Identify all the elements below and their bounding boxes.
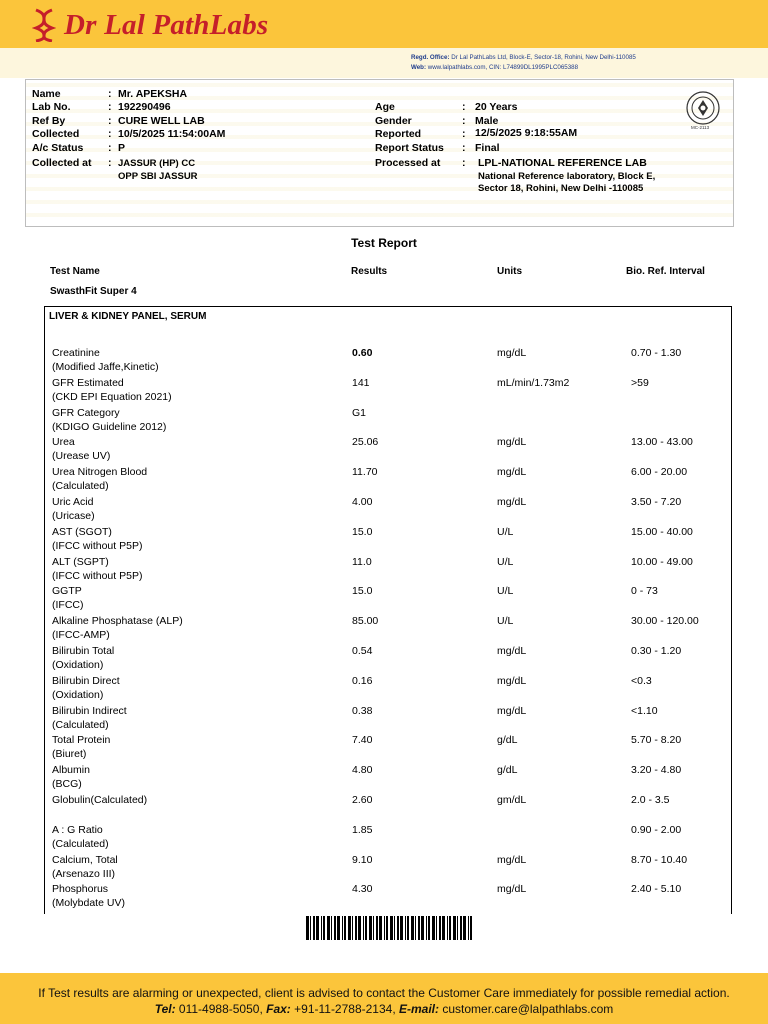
package-name: SwasthFit Super 4 bbox=[50, 286, 137, 297]
test-method: (Molybdate UV) bbox=[52, 897, 125, 910]
barcode-icon bbox=[306, 916, 474, 940]
refby-label: Ref By bbox=[32, 115, 66, 127]
email-label: E-mail: bbox=[399, 1002, 440, 1016]
gender-value: Male bbox=[475, 115, 499, 127]
web-label: Web: bbox=[411, 64, 427, 71]
test-unit: mg/dL bbox=[497, 466, 527, 479]
tel-label: Tel: bbox=[154, 1002, 176, 1016]
test-name: ALT (SGPT) bbox=[52, 555, 109, 568]
test-result: 2.60 bbox=[352, 794, 373, 806]
accreditation-seal-icon bbox=[686, 91, 720, 125]
processedat-label: Processed at bbox=[375, 157, 441, 169]
test-ref-interval: 3.20 - 4.80 bbox=[631, 764, 682, 777]
test-ref-interval: >59 bbox=[631, 376, 649, 389]
fax-label: Fax: bbox=[266, 1002, 291, 1016]
collectedat-value-line1: JASSUR (HP) CC bbox=[118, 158, 196, 169]
test-name: Globulin(Calculated) bbox=[52, 794, 148, 806]
test-method: (Arsenazo III) bbox=[52, 867, 116, 880]
test-result: 0.38 bbox=[352, 704, 373, 717]
test-name: GFR Estimated bbox=[52, 376, 124, 389]
collected-label: Collected bbox=[32, 128, 80, 140]
test-method: (IFCC-AMP) bbox=[52, 629, 110, 642]
collectedat-label: Collected at bbox=[32, 157, 92, 169]
test-unit: g/dL bbox=[497, 764, 518, 777]
test-name: Uric Acid bbox=[52, 496, 94, 508]
test-ref-interval: <1.10 bbox=[631, 704, 658, 717]
test-unit: mL/min/1.73m2 bbox=[497, 376, 570, 389]
panel-title: LIVER & KIDNEY PANEL, SERUM bbox=[49, 311, 207, 322]
test-method: (Urease UV) bbox=[52, 450, 111, 463]
test-name: Albumin bbox=[52, 764, 90, 777]
test-name: Creatinine bbox=[52, 347, 100, 359]
email-value[interactable]: customer.care@lalpathlabs.com bbox=[439, 1002, 614, 1016]
test-result: 15.0 bbox=[352, 525, 373, 538]
collectedat-value-line2: OPP SBI JASSUR bbox=[118, 171, 198, 182]
gender-label: Gender bbox=[375, 115, 412, 127]
test-result: 4.80 bbox=[352, 764, 373, 777]
table-row bbox=[0, 645, 768, 675]
test-unit: mg/dL bbox=[497, 704, 527, 717]
test-ref-interval: 0.90 - 2.00 bbox=[631, 823, 682, 836]
table-row bbox=[0, 585, 768, 615]
test-ref-interval: 0.70 - 1.30 bbox=[631, 347, 682, 359]
seal-caption: MC-2113 bbox=[691, 125, 710, 130]
acstatus-label: A/c Status bbox=[32, 142, 84, 154]
test-name: Total Protein bbox=[52, 734, 111, 747]
test-ref-interval: <0.3 bbox=[631, 674, 652, 687]
test-result: 141 bbox=[352, 376, 370, 389]
table-row bbox=[0, 705, 768, 735]
name-value: Mr. APEKSHA bbox=[118, 88, 188, 100]
col-units: Units bbox=[497, 266, 522, 277]
test-name: Bilirubin Direct bbox=[52, 674, 120, 687]
test-ref-interval: 2.40 - 5.10 bbox=[631, 883, 682, 896]
table-row bbox=[0, 556, 768, 586]
test-method: (Oxidation) bbox=[52, 688, 104, 701]
table-row bbox=[0, 347, 768, 377]
test-unit: mg/dL bbox=[497, 496, 527, 508]
test-result: 0.54 bbox=[352, 645, 373, 657]
test-method: (Oxidation) bbox=[52, 659, 104, 671]
test-ref-interval: 15.00 - 40.00 bbox=[631, 525, 693, 538]
test-ref-interval: 6.00 - 20.00 bbox=[631, 466, 688, 479]
col-results: Results bbox=[351, 266, 388, 277]
test-unit: U/L bbox=[497, 525, 514, 538]
processedat-value-line1: LPL-NATIONAL REFERENCE LAB bbox=[478, 157, 647, 169]
regd-label: Regd. Office: bbox=[411, 54, 450, 61]
collected-value: 10/5/2025 11:54:00AM bbox=[118, 128, 226, 140]
table-row bbox=[0, 526, 768, 556]
test-result: 1.85 bbox=[352, 823, 373, 836]
footer-contacts bbox=[0, 1002, 768, 1016]
test-name: Urea bbox=[52, 436, 75, 449]
table-row bbox=[0, 734, 768, 764]
test-method: (Calculated) bbox=[52, 718, 109, 731]
table-row bbox=[0, 377, 768, 407]
labno-label: Lab No. bbox=[32, 101, 71, 113]
test-ref-interval: 3.50 - 7.20 bbox=[631, 496, 682, 508]
col-ref-interval: Bio. Ref. Interval bbox=[626, 266, 705, 277]
refby-value: CURE WELL LAB bbox=[118, 115, 205, 127]
test-result: 7.40 bbox=[352, 734, 373, 747]
test-name: AST (SGOT) bbox=[52, 525, 112, 538]
col-test-name: Test Name bbox=[50, 266, 100, 277]
name-label: Name bbox=[32, 88, 61, 100]
test-result: 0.16 bbox=[352, 674, 373, 687]
test-name: GGTP bbox=[52, 585, 82, 598]
test-ref-interval: 0.30 - 1.20 bbox=[631, 645, 682, 657]
age-value: 20 Years bbox=[475, 101, 518, 113]
test-result: 0.60 bbox=[352, 347, 373, 359]
test-ref-interval: 10.00 - 49.00 bbox=[631, 555, 693, 568]
test-name: Phosphorus bbox=[52, 883, 109, 896]
test-unit: g/dL bbox=[497, 734, 518, 747]
test-unit: mg/dL bbox=[497, 853, 527, 866]
test-result: 4.30 bbox=[352, 883, 373, 896]
reportstatus-label: Report Status bbox=[375, 142, 444, 154]
fax-value: +91-11-2788-2134, bbox=[290, 1002, 399, 1016]
test-name: Urea Nitrogen Blood bbox=[52, 466, 148, 479]
test-unit: gm/dL bbox=[497, 794, 527, 806]
labno-value: 192290496 bbox=[118, 101, 171, 113]
test-result: G1 bbox=[352, 406, 367, 419]
test-result: 11.0 bbox=[352, 555, 372, 568]
regd-text: Dr Lal PathLabs Ltd, Block-E, Sector-18, Rohini, New Delhi-110085 bbox=[451, 54, 636, 61]
test-method: (Uricase) bbox=[52, 510, 95, 522]
test-unit: mg/dL bbox=[497, 347, 527, 359]
test-ref-interval: 2.0 - 3.5 bbox=[631, 794, 670, 806]
reported-value: 12/5/2025 9:18:55AM bbox=[475, 127, 578, 139]
reportstatus-value: Final bbox=[475, 142, 500, 154]
test-unit: U/L bbox=[497, 585, 514, 598]
table-row bbox=[0, 407, 768, 437]
test-result: 25.06 bbox=[352, 436, 379, 449]
test-name: GFR Category bbox=[52, 406, 120, 419]
test-method: (KDIGO Guideline 2012) bbox=[52, 420, 167, 433]
processedat-value-line2: National Reference laboratory, Block E, bbox=[478, 171, 656, 182]
footer-advice: If Test results are alarming or unexpected, client is advised to contact the Customer Care immediately for possible remedial action. bbox=[38, 986, 730, 1000]
table-row bbox=[0, 883, 768, 913]
report-title: Test Report bbox=[351, 236, 417, 250]
test-method: (Biuret) bbox=[52, 748, 87, 761]
test-name: A : G Ratio bbox=[52, 823, 103, 836]
test-method: (IFCC without P5P) bbox=[52, 569, 143, 582]
test-result: 15.0 bbox=[352, 585, 373, 598]
test-unit: mg/dL bbox=[497, 436, 527, 449]
test-ref-interval: 30.00 - 120.00 bbox=[631, 615, 699, 628]
test-method: (BCG) bbox=[52, 778, 82, 791]
test-name: Calcium, Total bbox=[52, 853, 118, 866]
reported-label: Reported bbox=[375, 128, 422, 140]
dna-helix-icon bbox=[32, 8, 56, 42]
test-result: 4.00 bbox=[352, 496, 373, 508]
test-ref-interval: 0 - 73 bbox=[631, 585, 658, 598]
registered-office bbox=[411, 53, 636, 73]
brand-name: Dr Lal PathLabs bbox=[64, 8, 269, 41]
brand-logo bbox=[32, 8, 268, 42]
web-text: www.lalpathlabs.com, CIN: L74899DL1995PLC065388 bbox=[427, 64, 579, 71]
table-row bbox=[0, 496, 768, 526]
test-method: (CKD EPI Equation 2021) bbox=[52, 390, 172, 403]
table-row bbox=[0, 675, 768, 705]
table-row bbox=[0, 824, 768, 854]
tel-value[interactable]: 011-4988-5050, bbox=[175, 1002, 267, 1016]
table-row bbox=[0, 854, 768, 884]
test-unit: U/L bbox=[497, 615, 514, 628]
test-ref-interval: 5.70 - 8.20 bbox=[631, 734, 682, 747]
test-method: (Calculated) bbox=[52, 837, 109, 850]
test-result: 9.10 bbox=[352, 853, 373, 866]
test-unit: mg/dL bbox=[497, 883, 527, 896]
table-row bbox=[0, 794, 768, 824]
test-name: Bilirubin Indirect bbox=[52, 704, 127, 717]
age-label: Age bbox=[375, 101, 395, 113]
test-result: 11.70 bbox=[352, 466, 378, 479]
test-ref-interval: 13.00 - 43.00 bbox=[631, 436, 693, 449]
test-name: Bilirubin Total bbox=[52, 645, 115, 657]
test-ref-interval: 8.70 - 10.40 bbox=[631, 853, 688, 866]
table-row bbox=[0, 466, 768, 496]
test-name: Alkaline Phosphatase (ALP) bbox=[52, 615, 183, 628]
table-row bbox=[0, 615, 768, 645]
processedat-value-line3: Sector 18, Rohini, New Delhi -110085 bbox=[478, 183, 644, 194]
test-unit: mg/dL bbox=[497, 645, 527, 657]
header-subband bbox=[0, 48, 768, 78]
acstatus-value: P bbox=[118, 142, 126, 154]
test-method: (IFCC without P5P) bbox=[52, 539, 143, 552]
test-result: 85.00 bbox=[352, 615, 379, 628]
test-method: (Calculated) bbox=[52, 480, 109, 493]
test-unit: mg/dL bbox=[497, 674, 527, 687]
test-method: (Modified Jaffe,Kinetic) bbox=[52, 361, 159, 373]
test-method: (IFCC) bbox=[52, 599, 84, 612]
table-row bbox=[0, 764, 768, 794]
test-unit: U/L bbox=[497, 555, 514, 568]
table-row bbox=[0, 436, 768, 466]
